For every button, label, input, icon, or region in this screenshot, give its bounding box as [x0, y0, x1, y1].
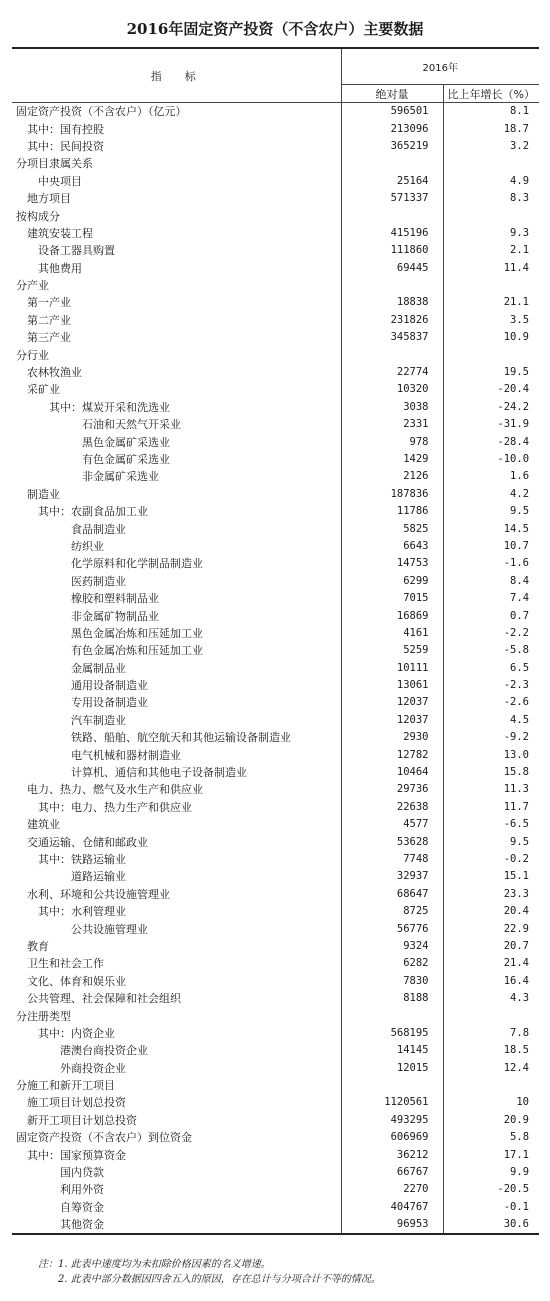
row-growth: -24.2	[497, 400, 530, 413]
table-row	[12, 1042, 539, 1059]
row-absolute: 14145	[341, 1042, 443, 1059]
table-row	[12, 346, 539, 363]
row-absolute: 29736	[341, 781, 443, 798]
row-growth: -10.0	[497, 453, 530, 465]
table-row	[12, 225, 539, 242]
row-growth: -1.6	[503, 557, 530, 570]
table-row	[12, 729, 539, 746]
row-growth: 3.5	[510, 313, 530, 326]
footnote: 注：1. 此表中速度均为未扣除价格因素的名义增速。	[38, 1259, 271, 1270]
row-absolute: 11786	[341, 503, 443, 520]
row-growth: -2.6	[503, 696, 530, 709]
row-absolute: 345837	[341, 329, 443, 346]
table-row	[12, 381, 539, 398]
row-absolute: 7830	[341, 973, 443, 990]
row-label: 专用设备制造业	[12, 694, 341, 711]
row-label: 石油和天然气开采业	[12, 416, 341, 433]
row-label: 设备工器具购置	[12, 242, 341, 259]
row-label: 第一产业	[12, 294, 341, 311]
table-row	[12, 955, 539, 972]
table-row	[12, 573, 539, 590]
row-growth: 11.7	[503, 800, 530, 813]
row-label: 其中：民间投资	[12, 138, 341, 155]
row-absolute: 8188	[341, 990, 443, 1007]
row-absolute: 12015	[341, 1059, 443, 1076]
table-row	[12, 1164, 539, 1181]
row-label: 采矿业	[12, 381, 341, 398]
table-row	[12, 538, 539, 555]
table-row	[12, 746, 539, 763]
table-row	[12, 1094, 539, 1111]
row-growth: -9.2	[503, 731, 530, 744]
row-label: 利用外资	[12, 1181, 341, 1198]
row-absolute: 596501	[341, 103, 443, 121]
row-growth: -6.5	[503, 818, 530, 831]
row-growth: 8.1	[510, 105, 530, 118]
row-absolute: 12782	[341, 746, 443, 763]
row-absolute: 8725	[341, 903, 443, 920]
table-row	[12, 173, 539, 190]
row-absolute: 5825	[341, 520, 443, 537]
row-label: 水利、环境和公共设施管理业	[12, 886, 341, 903]
row-growth: 9.9	[510, 1166, 530, 1179]
table-row	[12, 451, 539, 468]
row-growth: 10.7	[503, 539, 530, 552]
row-absolute: 571337	[341, 190, 443, 207]
row-absolute: 7748	[341, 851, 443, 868]
table-row	[12, 312, 539, 329]
table-row	[12, 868, 539, 885]
table-row	[12, 677, 539, 694]
row-label: 电力、热力、燃气及水生产和供应业	[12, 781, 341, 798]
row-growth: 18.5	[503, 1044, 530, 1057]
table-row	[12, 642, 539, 659]
row-label: 食品制造业	[12, 520, 341, 537]
header-year: 2016年	[341, 48, 539, 85]
row-label: 国内贷款	[12, 1164, 341, 1181]
row-growth	[443, 155, 539, 172]
row-absolute: 12037	[341, 712, 443, 729]
row-growth: 10	[516, 1096, 530, 1109]
row-label: 公共管理、社会保障和社会组织	[12, 990, 341, 1007]
row-absolute: 69445	[341, 260, 443, 277]
table-row	[12, 938, 539, 955]
row-label: 其中：农副食品加工业	[12, 503, 341, 520]
table-row	[12, 103, 539, 121]
table-row	[12, 1129, 539, 1146]
table-body	[12, 103, 539, 1235]
row-label: 港澳台商投资企业	[12, 1042, 341, 1059]
table-row	[12, 660, 539, 677]
table-row	[12, 138, 539, 155]
table-row	[12, 433, 539, 450]
row-label: 其中：煤炭开采和洗选业	[12, 399, 341, 416]
row-absolute: 606969	[341, 1129, 443, 1146]
row-label: 建筑安装工程	[12, 225, 341, 242]
row-growth: 19.5	[503, 366, 530, 379]
row-label: 建筑业	[12, 816, 341, 833]
row-absolute: 415196	[341, 225, 443, 242]
row-label: 第三产业	[12, 329, 341, 346]
row-label: 农林牧渔业	[12, 364, 341, 381]
row-growth: 9.3	[510, 226, 530, 239]
table-row	[12, 364, 539, 381]
data-table	[12, 47, 539, 1235]
row-label: 橡胶和塑料制品业	[12, 590, 341, 607]
row-absolute: 12037	[341, 694, 443, 711]
row-growth: -0.2	[503, 852, 530, 865]
row-label: 分行业	[12, 346, 341, 363]
table-row	[12, 329, 539, 346]
row-growth: 0.7	[510, 609, 530, 622]
row-growth	[443, 1077, 539, 1094]
table-row	[12, 590, 539, 607]
table-row	[12, 799, 539, 816]
row-label: 地方项目	[12, 190, 341, 207]
row-growth: 15.1	[503, 870, 530, 883]
row-absolute: 9324	[341, 938, 443, 955]
row-absolute: 16869	[341, 607, 443, 624]
footnotes	[38, 1257, 381, 1287]
row-growth: 4.5	[510, 713, 530, 726]
row-growth: 3.2	[510, 139, 530, 152]
header-absolute: 绝对量	[341, 85, 443, 103]
row-label: 分施工和新开工项目	[12, 1077, 341, 1094]
table-row	[12, 816, 539, 833]
row-growth: 8.3	[510, 192, 530, 205]
table-row	[12, 1216, 539, 1234]
row-growth: 4.2	[510, 487, 530, 500]
row-label: 自筹资金	[12, 1199, 341, 1216]
row-label: 其他资金	[12, 1216, 341, 1234]
table-row	[12, 294, 539, 311]
table-row	[12, 1181, 539, 1198]
row-label: 按构成分	[12, 207, 341, 224]
row-growth: 15.8	[503, 766, 530, 779]
row-absolute: 365219	[341, 138, 443, 155]
table-row	[12, 1077, 539, 1094]
row-absolute: 22638	[341, 799, 443, 816]
table-row	[12, 260, 539, 277]
row-label: 道路运输业	[12, 868, 341, 885]
table-row	[12, 903, 539, 920]
row-label: 其中：水利管理业	[12, 903, 341, 920]
row-growth: -5.8	[503, 644, 530, 657]
row-label: 计算机、通信和其他电子设备制造业	[12, 764, 341, 781]
page-title: 2016年固定资产投资（不含农户）主要数据	[126, 20, 424, 38]
row-label: 其中：铁路运输业	[12, 851, 341, 868]
row-absolute: 10464	[341, 764, 443, 781]
row-label: 固定资产投资（不含农户）（亿元）	[12, 103, 341, 121]
row-absolute	[341, 346, 443, 363]
row-absolute: 6299	[341, 573, 443, 590]
row-growth: 9.5	[510, 505, 530, 518]
row-absolute: 978	[341, 433, 443, 450]
row-growth: -2.3	[503, 679, 530, 692]
row-growth: -2.2	[503, 626, 530, 639]
row-absolute: 2270	[341, 1181, 443, 1198]
row-growth: 16.4	[503, 974, 530, 987]
row-growth	[443, 277, 539, 294]
table-row	[12, 190, 539, 207]
row-absolute: 6643	[341, 538, 443, 555]
row-absolute	[341, 277, 443, 294]
table-row	[12, 764, 539, 781]
header-growth: 比上年增长（%）	[443, 85, 539, 103]
row-label: 其中：国有控股	[12, 120, 341, 137]
row-growth: -28.4	[497, 435, 530, 448]
table-row	[12, 1007, 539, 1024]
row-growth: 17.1	[503, 1148, 530, 1161]
row-absolute: 187836	[341, 486, 443, 503]
row-label: 其中：国家预算资金	[12, 1146, 341, 1163]
row-growth: 20.9	[503, 1113, 530, 1126]
footnote: 2. 此表中部分数据因四舍五入的原因，存在总计与分项合计不等的情况。	[38, 1274, 381, 1285]
row-growth: 6.5	[510, 661, 530, 674]
row-label: 非金属矿物制品业	[12, 607, 341, 624]
row-absolute: 568195	[341, 1025, 443, 1042]
row-growth: 13.0	[503, 748, 530, 761]
row-growth: 20.4	[503, 905, 530, 918]
row-label: 分注册类型	[12, 1007, 341, 1024]
table-row	[12, 120, 539, 137]
row-growth: 10.9	[503, 331, 530, 344]
table-row	[12, 920, 539, 937]
row-absolute	[341, 1007, 443, 1024]
row-absolute: 4161	[341, 625, 443, 642]
row-growth	[443, 346, 539, 363]
row-label: 文化、体育和娱乐业	[12, 973, 341, 990]
row-absolute: 2331	[341, 416, 443, 433]
row-absolute: 13061	[341, 677, 443, 694]
row-label: 黑色金属矿采选业	[12, 433, 341, 450]
row-absolute: 404767	[341, 1199, 443, 1216]
table-row	[12, 1199, 539, 1216]
row-growth: 5.8	[510, 1131, 530, 1144]
row-label: 医药制造业	[12, 573, 341, 590]
row-growth: 4.3	[510, 992, 530, 1005]
row-growth: -20.4	[497, 383, 530, 396]
row-growth: 11.3	[503, 783, 530, 796]
row-label: 其他费用	[12, 260, 341, 277]
row-growth: 1.6	[510, 470, 530, 483]
row-absolute: 1120561	[341, 1094, 443, 1111]
row-absolute: 18838	[341, 294, 443, 311]
table-row	[12, 851, 539, 868]
row-growth: 23.3	[503, 887, 530, 900]
row-absolute: 1429	[341, 451, 443, 468]
row-label: 外商投资企业	[12, 1059, 341, 1076]
table-row	[12, 712, 539, 729]
header-indicator: 指 标	[12, 48, 341, 103]
row-absolute: 2126	[341, 468, 443, 485]
table-row	[12, 607, 539, 624]
row-label: 固定资产投资（不含农户）到位资金	[12, 1129, 341, 1146]
row-absolute: 25164	[341, 173, 443, 190]
table-row	[12, 990, 539, 1007]
table-row	[12, 207, 539, 224]
row-absolute: 56776	[341, 920, 443, 937]
row-absolute: 231826	[341, 312, 443, 329]
row-growth: 8.4	[510, 574, 530, 587]
table-row	[12, 242, 539, 259]
row-absolute: 111860	[341, 242, 443, 259]
table-row	[12, 555, 539, 572]
row-absolute	[341, 207, 443, 224]
row-label: 卫生和社会工作	[12, 955, 341, 972]
table-row	[12, 1146, 539, 1163]
row-absolute	[341, 155, 443, 172]
row-absolute	[341, 1077, 443, 1094]
table-row	[12, 1112, 539, 1129]
row-growth: 12.4	[503, 1061, 530, 1074]
row-label: 新开工项目计划总投资	[12, 1112, 341, 1129]
row-label: 教育	[12, 938, 341, 955]
row-growth	[443, 1007, 539, 1024]
row-label: 分产业	[12, 277, 341, 294]
table-row	[12, 833, 539, 850]
row-label: 交通运输、仓储和邮政业	[12, 833, 341, 850]
table-row	[12, 1059, 539, 1076]
table-row	[12, 486, 539, 503]
row-label: 纺织业	[12, 538, 341, 555]
row-label: 化学原料和化学制品制造业	[12, 555, 341, 572]
table-row	[12, 468, 539, 485]
row-label: 第二产业	[12, 312, 341, 329]
row-growth: 9.5	[510, 835, 530, 848]
row-absolute: 6282	[341, 955, 443, 972]
row-absolute: 14753	[341, 555, 443, 572]
row-absolute: 3038	[341, 399, 443, 416]
row-label: 中央项目	[12, 173, 341, 190]
row-label: 有色金属矿采选业	[12, 451, 341, 468]
row-absolute: 5259	[341, 642, 443, 659]
row-growth: 20.7	[503, 939, 530, 952]
row-absolute: 493295	[341, 1112, 443, 1129]
row-growth: 21.1	[503, 296, 530, 309]
row-label: 有色金属冶炼和压延加工业	[12, 642, 341, 659]
row-growth: 30.6	[443, 1216, 539, 1234]
row-absolute: 2930	[341, 729, 443, 746]
table-row	[12, 781, 539, 798]
row-label: 金属制品业	[12, 660, 341, 677]
row-growth: -31.9	[497, 418, 530, 431]
row-growth: 14.5	[503, 522, 530, 535]
row-absolute: 10320	[341, 381, 443, 398]
table-row	[12, 625, 539, 642]
row-growth: 4.9	[510, 174, 530, 187]
row-absolute: 68647	[341, 886, 443, 903]
row-absolute: 10111	[341, 660, 443, 677]
row-absolute: 32937	[341, 868, 443, 885]
row-growth: 22.9	[503, 922, 530, 935]
row-label: 汽车制造业	[12, 712, 341, 729]
table-row	[12, 416, 539, 433]
row-absolute: 96953	[341, 1216, 443, 1234]
row-label: 制造业	[12, 486, 341, 503]
table-row	[12, 520, 539, 537]
row-absolute: 53628	[341, 833, 443, 850]
row-label: 分项目隶属关系	[12, 155, 341, 172]
row-absolute: 213096	[341, 120, 443, 137]
row-growth: 18.7	[503, 122, 530, 135]
row-growth: 21.4	[503, 957, 530, 970]
row-absolute: 4577	[341, 816, 443, 833]
row-label: 其中：电力、热力生产和供应业	[12, 799, 341, 816]
row-label: 黑色金属冶炼和压延加工业	[12, 625, 341, 642]
row-growth: 2.1	[510, 244, 530, 257]
row-label: 其中：内资企业	[12, 1025, 341, 1042]
row-growth: 11.4	[503, 261, 530, 274]
table-row	[12, 973, 539, 990]
row-absolute: 36212	[341, 1146, 443, 1163]
table-row	[12, 1025, 539, 1042]
table-row	[12, 155, 539, 172]
row-growth: -20.5	[497, 1183, 530, 1196]
row-label: 电气机械和器材制造业	[12, 746, 341, 763]
row-absolute: 7015	[341, 590, 443, 607]
row-absolute: 66767	[341, 1164, 443, 1181]
row-absolute: 22774	[341, 364, 443, 381]
row-label: 施工项目计划总投资	[12, 1094, 341, 1111]
table-row	[12, 694, 539, 711]
row-growth	[443, 207, 539, 224]
table-row	[12, 399, 539, 416]
row-growth: 7.4	[510, 592, 530, 605]
row-label: 非金属矿采选业	[12, 468, 341, 485]
table-row	[12, 503, 539, 520]
row-label: 公共设施管理业	[12, 920, 341, 937]
row-growth: 7.8	[510, 1026, 530, 1039]
table-row	[12, 277, 539, 294]
table-row	[12, 886, 539, 903]
row-growth: -0.1	[503, 1200, 530, 1213]
row-label: 通用设备制造业	[12, 677, 341, 694]
row-label: 铁路、船舶、航空航天和其他运输设备制造业	[12, 729, 341, 746]
